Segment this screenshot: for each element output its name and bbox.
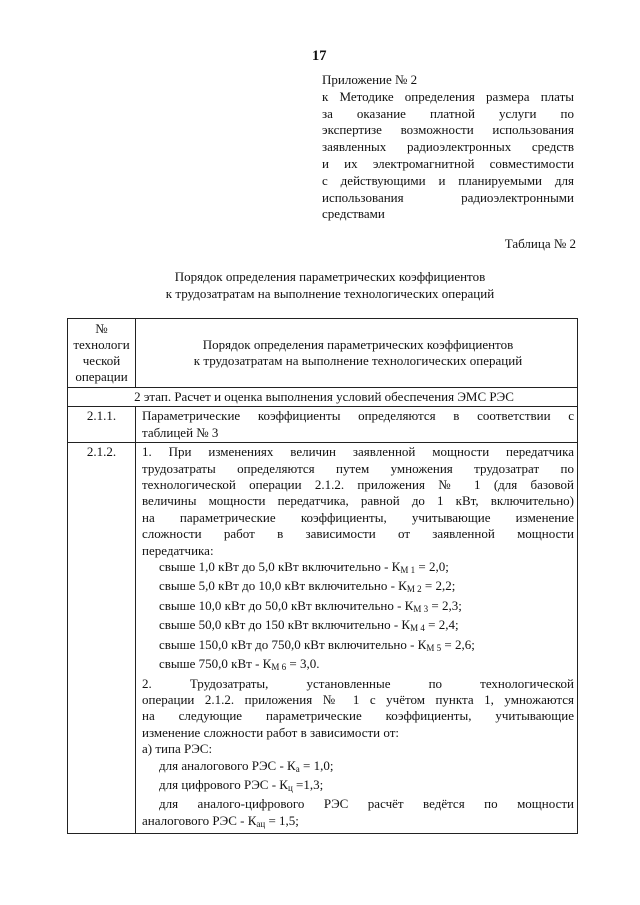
coef-text: для аналогового РЭС - К: [159, 757, 296, 773]
coef-value: = 2,0;: [415, 559, 449, 575]
text-line: технологической операции 2.1.2. приложения № 1 (для базовой: [142, 477, 574, 493]
appendix-line: средствами: [322, 206, 385, 222]
coef-sub: М 5: [426, 642, 442, 653]
text-line: 1. При изменениях величин заявленной мощности передатчика: [142, 444, 574, 460]
header-procedure: [136, 319, 578, 388]
coef-sub: М 1: [400, 565, 416, 576]
table-label: Таблица № 2: [504, 236, 576, 251]
coef-sub: М 4: [410, 623, 425, 634]
coef-value: = 2,4;: [424, 617, 459, 633]
coef-value: = 3,0.: [286, 656, 320, 672]
coef-text: свыше 50,0 кВт до 150 кВт включительно - К: [159, 617, 411, 633]
coefficients-table: [67, 318, 578, 834]
power-coefficient: [142, 617, 574, 636]
table-header-row: [68, 319, 578, 388]
coef-value: = 2,6;: [441, 636, 475, 652]
text-line: на следующие параметрические коэффициенты, учитывающие: [142, 708, 574, 724]
appendix-line: использования радиоэлектронными: [322, 189, 574, 205]
document-heading: [60, 268, 600, 302]
table-row: [68, 407, 578, 443]
header-num-line: ческой: [82, 353, 121, 368]
appendix-line: и их электромагнитной совместимости: [322, 155, 574, 171]
appendix-header: [322, 72, 574, 223]
text-line: величины мощности передатчика, равной до 1 кВт, включительно): [142, 493, 574, 509]
power-coefficient: [142, 578, 574, 597]
coef-sub: М 2: [406, 584, 422, 595]
text-line: трудозатраты определяются путем умножения трудозатрат по: [142, 460, 574, 476]
power-coefficient: [142, 637, 574, 656]
appendix-line: заявленных радиоэлектронных средств: [322, 139, 574, 155]
appendix-line: Приложение № 2: [322, 72, 418, 87]
text-line: изменение сложности работ в зависимости от:: [142, 724, 400, 740]
appendix-line: с действующими и планируемыми для: [322, 172, 574, 188]
header-text-line: к трудозатратам на выполнение технологических операций: [193, 353, 523, 368]
coef-text: свыше 10,0 кВт до 50,0 кВт включительно - К: [159, 597, 414, 613]
appendix-line: за оказание платной услуги по: [322, 105, 574, 121]
text-line: 2. Трудозатраты, установленные по технологической: [142, 675, 574, 691]
coef-sub: ац: [256, 818, 266, 829]
text-line: на параметрические коэффициенты, учитывающие изменение: [142, 509, 574, 525]
coef-sub: М 6: [271, 662, 287, 673]
header-num-line: операции: [75, 369, 128, 384]
header-operation-number: [68, 319, 136, 388]
coef-sub: ц: [287, 782, 293, 793]
appendix-line: экспертизе возможности использования: [322, 122, 574, 138]
coef-sub: М 3: [413, 603, 429, 614]
coef-text: аналогового РЭС - К: [142, 812, 257, 828]
coef-text: свыше 5,0 кВт до 10,0 кВт включительно - К: [159, 578, 407, 594]
coef-value: = 1,5;: [265, 812, 299, 828]
appendix-line: к Методике определения размера платы: [322, 88, 574, 104]
heading-line: к трудозатратам на выполнение технологических операций: [165, 286, 495, 301]
header-num-line: №: [95, 321, 108, 336]
heading-line: Порядок определения параметрических коэффициентов: [174, 269, 486, 284]
row-number: 2.1.2.: [68, 443, 136, 834]
power-coefficient: [142, 559, 574, 578]
row-number: 2.1.1.: [68, 407, 136, 443]
text-line: Параметрические коэффициенты определяются в соответствии с: [142, 408, 574, 424]
coef-value: = 1,0;: [299, 757, 334, 773]
text-line: для аналого-цифрового РЭС расчёт ведётся по мощности: [159, 796, 574, 812]
coef-value: = 2,3;: [428, 597, 462, 613]
row-content: [136, 407, 578, 443]
coef-sub: а: [295, 763, 300, 774]
header-num-line: технологи: [73, 337, 130, 352]
text-line: сложности работ в зависимости от заявленной мощности: [142, 526, 574, 542]
type-coefficient: [142, 758, 574, 777]
text-line: а) типа РЭС:: [142, 741, 213, 757]
coef-value: = 2,2;: [421, 578, 456, 594]
power-coefficient: [142, 656, 574, 675]
table-row: [68, 443, 578, 834]
coef-text: для цифрового РЭС - К: [159, 776, 288, 792]
power-coefficient: [142, 598, 574, 617]
coef-text: свыше 750,0 кВт - К: [159, 656, 272, 672]
type-coefficient: [142, 813, 574, 832]
table-stage-row: [68, 388, 578, 407]
stage-title: 2 этап. Расчет и оценка выполнения условий обеспечения ЭМС РЭС: [68, 388, 578, 407]
page-number: 17: [312, 48, 327, 64]
coef-text: свыше 1,0 кВт до 5,0 кВт включительно - К: [159, 559, 401, 575]
text-line: передатчика:: [142, 542, 214, 558]
type-coefficient: [142, 777, 574, 796]
coef-value: =1,3;: [292, 776, 324, 792]
coef-text: свыше 150,0 кВт до 750,0 кВт включительно - К: [159, 636, 427, 652]
text-line: таблицей № 3: [142, 424, 219, 440]
header-text-line: Порядок определения параметрических коэффициентов: [202, 336, 514, 352]
text-line: операции 2.1.2. приложения № 1 с учётом пункта 1, умножаются: [142, 691, 574, 707]
row-content: [136, 443, 578, 834]
